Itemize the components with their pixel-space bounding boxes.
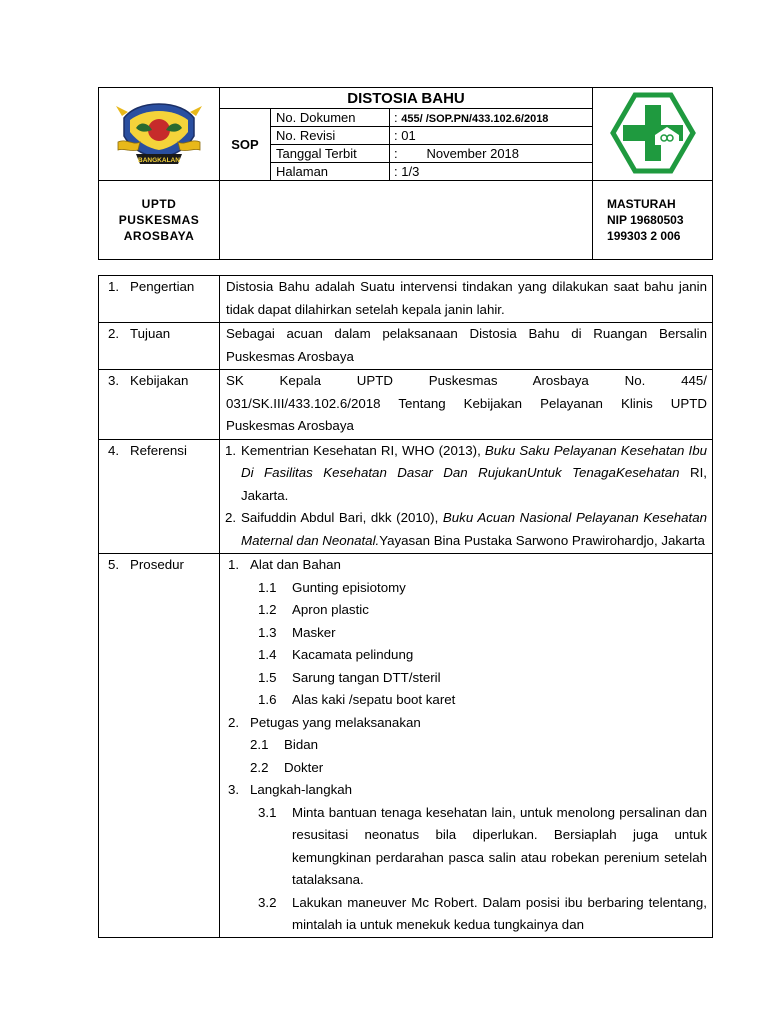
logo-banner-text: BANGKALAN bbox=[138, 156, 180, 164]
list-item: 1.1 Gunting episiotomy bbox=[258, 579, 406, 595]
section-tujuan: 2. Tujuan Sebagai acuan dalam pelaksanaan Distosia Bahu di Ruangan Bersalin Puskesmas Arosbaya bbox=[99, 323, 713, 370]
header-table bbox=[98, 87, 713, 260]
section-kebijakan: 3. Kebijakan SK Kepala UPTD Puskesmas Arosbaya No. 445/ 031/SK.III/433.102.6/2018 Tentang Kebijakan Pelayanan Klinis UPTD Puskesmas Arosbaya bbox=[99, 370, 713, 440]
sop-content-table bbox=[98, 275, 713, 938]
puskesmas-logo-icon bbox=[609, 91, 697, 175]
blank-cell bbox=[220, 181, 593, 260]
reference-item: 2. Saifuddin Abdul Bari, dkk (2010), Buku Acuan Nasional Pelayanan Kesehatan Maternal dan Neonatal.Yayasan Bina Pustaka Sarwono Prawirohardjo, Jakarta bbox=[225, 510, 707, 548]
document-title: DISTOSIA BAHU bbox=[220, 88, 593, 109]
list-item: 2.1 Bidan bbox=[250, 737, 319, 752]
procedure-group: 1. Alat dan Bahan bbox=[228, 557, 341, 572]
procedure-group: 3. Langkah-langkah bbox=[228, 782, 353, 797]
sop-label: SOP bbox=[220, 109, 271, 181]
list-item: 1.3 Masker bbox=[258, 624, 336, 640]
list-item: 2.2 Dokter bbox=[250, 759, 324, 775]
list-item: 1.2 Apron plastic bbox=[258, 602, 369, 617]
section-label: Tujuan bbox=[130, 326, 171, 341]
list-item: 3.1 Minta bantuan tenaga kesehatan lain, untuk menolong persalinan dan resusitasi neonatus bila diperlukan. Bersiaplah juga untuk kemungkinan perdarahan pasca salin atau robekan perenium setelah tatalaksana. bbox=[258, 804, 707, 887]
section-text: Distosia Bahu adalah Suatu intervensi tindakan yang dilakukan saat bahu janin tidak dapat dilahirkan setelah kepala janin lahir. bbox=[220, 276, 713, 323]
section-label: Pengertian bbox=[130, 279, 195, 294]
list-item: 1.6 Alas kaki /sepatu boot karet bbox=[258, 692, 456, 707]
meta-label: No. Dokumen bbox=[271, 109, 390, 127]
list-item: 1.5 Sarung tangan DTT/steril bbox=[258, 669, 441, 685]
section-label: Kebijakan bbox=[130, 373, 189, 388]
section-referensi: 4. Referensi 1. Kementrian Kesehatan RI, WHO (2013), Buku Saku Pelayanan Kesehatan Ibu Di Fasilitas Kesehatan Dasar Dan RujukanUntuk TenagaKesehatan RI, Jakarta. 2. Saifuddin Abdul Bari, dkk (2010), Buku Acuan Nasional Pelayanan Kesehatan Maternal dan Neonatal.Yayasan Bina Pustaka Sarwono Prawirohardjo, Jakarta bbox=[99, 439, 713, 554]
meta-value: : 01 bbox=[390, 127, 593, 145]
meta-label: Halaman bbox=[271, 163, 390, 181]
section-pengertian: 1. Pengertian Distosia Bahu adalah Suatu intervensi tindakan yang dilakukan saat bahu janin tidak dapat dilahirkan setelah kepala janin lahir. bbox=[99, 276, 713, 323]
meta-value: : 455/ /SOP.PN/433.102.6/2018 bbox=[390, 109, 593, 127]
reference-item: 1. Kementrian Kesehatan RI, WHO (2013), Buku Saku Pelayanan Kesehatan Ibu Di Fasilitas Kesehatan Dasar Dan RujukanUntuk TenagaKesehatan RI, Jakarta. bbox=[225, 442, 708, 503]
bangkalan-logo-cell bbox=[99, 88, 220, 181]
bangkalan-logo-icon bbox=[114, 98, 204, 168]
puskesmas-logo-cell bbox=[593, 88, 713, 181]
organization-name: UPTD PUSKESMAS AROSBAYA bbox=[99, 181, 220, 260]
section-label: Prosedur bbox=[130, 557, 184, 572]
meta-value: : 1/3 bbox=[390, 163, 593, 181]
section-label: Referensi bbox=[130, 442, 187, 458]
meta-label: Tanggal Terbit bbox=[271, 145, 390, 163]
section-text: Sebagai acuan dalam pelaksanaan Distosia Bahu di Ruangan Bersalin Puskesmas Arosbaya bbox=[220, 323, 713, 370]
meta-value: : November 2018 bbox=[390, 145, 593, 163]
signatory: MASTURAH NIP 19680503 199303 2 006 bbox=[593, 181, 713, 260]
meta-label: No. Revisi bbox=[271, 127, 390, 145]
procedure-group: 2. Petugas yang melaksanakan bbox=[228, 714, 421, 730]
list-item: 3.2 Lakukan maneuver Mc Robert. Dalam posisi ibu berbaring telentang, mintalah ia untuk menekuk kedua tungkainya dan bbox=[258, 894, 707, 932]
list-item: 1.4 Kacamata pelindung bbox=[258, 647, 414, 662]
section-prosedur: 5. Prosedur 1. Alat dan Bahan 1.1 Gunting episiotomy 1.2 Apron plastic 1.3 Masker 1.4 Kacamata pelindung 1.5 Sarung tangan DTT/steril 1.6 Alas kaki /sepatu boot karet 2. Petugas yang melaksanakan 2.1 Bidan 2.2 Dokter 3. Langkah-langkah 3.1 Minta bantuan tenaga kesehatan lain, untuk menolong persalinan dan resusitasi neonatus bila diperlukan. Bersiaplah juga untuk kemungkinan perdarahan pasca salin atau robekan perenium setelah tatalaksana. 3.2 Lakukan maneuver Mc Robert. Dalam posisi ibu berbaring telentang, mintalah ia untuk menekuk kedua tungkainya dan bbox=[99, 554, 713, 938]
section-text: SK Kepala UPTD Puskesmas Arosbaya No. 445/ 031/SK.III/433.102.6/2018 Tentang Kebijakan Pelayanan Klinis UPTD Puskesmas Arosbaya bbox=[220, 370, 713, 440]
